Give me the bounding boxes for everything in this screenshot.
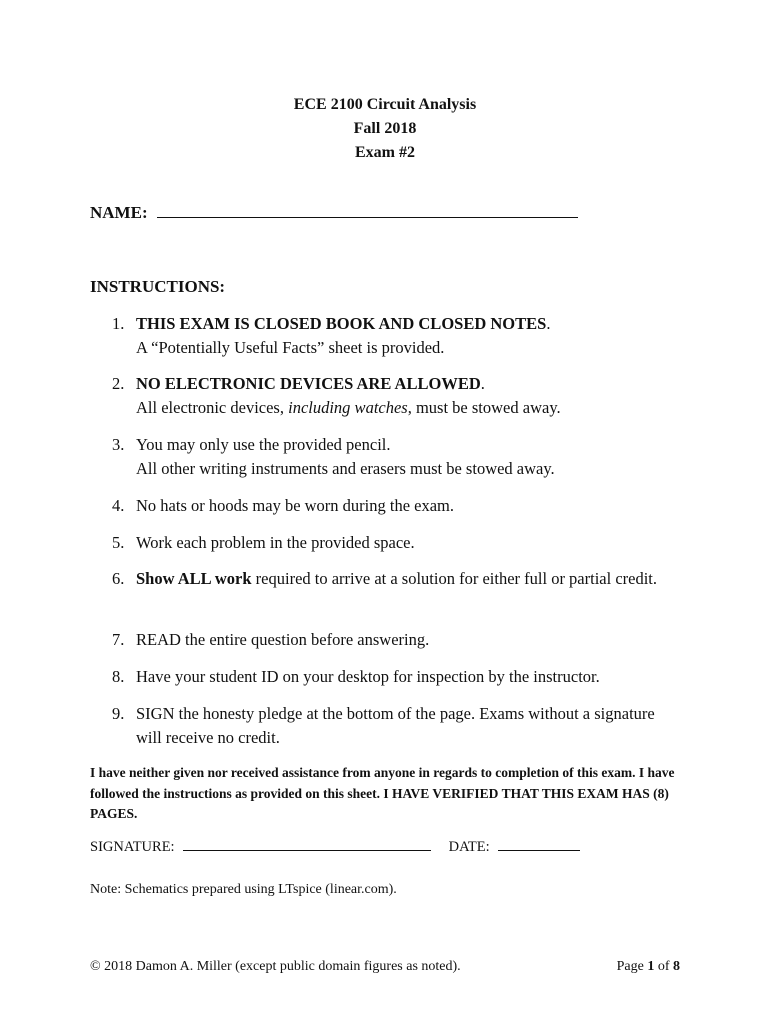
instruction-line2: All other writing instruments and erasers must be stowed away. xyxy=(136,459,555,478)
honesty-pledge: I have neither given nor received assistance from anyone in regards to completion of this exam. I have followed the instructions as provided on this sheet. I HAVE VERIFIED THAT THIS EXAM HAS (8) PAGES. xyxy=(90,765,675,821)
instruction-line2-pre: All electronic devices, xyxy=(136,398,289,417)
instruction-number: 8. xyxy=(112,667,125,686)
instruction-item-6 xyxy=(112,567,672,591)
instruction-text: You may only use the provided pencil. xyxy=(136,435,391,454)
instruction-text: Work each problem in the provided space. xyxy=(136,533,415,552)
signature-row xyxy=(90,836,580,858)
page-current: 1 xyxy=(647,959,655,974)
instruction-line2-italic: including watches xyxy=(288,398,408,417)
instruction-bold-text: THIS EXAM IS CLOSED BOOK AND CLOSED NOTES xyxy=(136,314,547,333)
instruction-bold-text: Show ALL work xyxy=(136,569,252,588)
date-label: DATE: xyxy=(448,839,490,855)
instruction-item-9 xyxy=(112,702,672,750)
instruction-line2: A “Potentially Useful Facts” sheet is provided. xyxy=(136,338,445,357)
instruction-text: . xyxy=(480,374,485,393)
exam-number: Exam #2 xyxy=(355,144,415,161)
instruction-item-2 xyxy=(112,372,672,420)
instruction-line2-post: , must be stowed away. xyxy=(407,398,561,417)
instruction-text: READ the entire question before answering. xyxy=(136,630,430,649)
date-blank-line[interactable] xyxy=(498,836,580,851)
instruction-number: 1. xyxy=(112,314,125,333)
instruction-text: . xyxy=(546,314,551,333)
page-total: 8 xyxy=(673,959,680,974)
signature-label: SIGNATURE: xyxy=(90,839,175,855)
instructions-heading: INSTRUCTIONS: xyxy=(90,277,226,296)
instruction-bold-text: NO ELECTRONIC DEVICES ARE ALLOWED xyxy=(136,374,481,393)
instruction-item-4 xyxy=(112,494,672,518)
instruction-number: 9. xyxy=(112,704,125,723)
instruction-item-7 xyxy=(112,628,672,652)
instruction-item-8 xyxy=(112,665,672,689)
instruction-text: No hats or hoods may be worn during the exam. xyxy=(136,496,455,515)
name-label: NAME: xyxy=(90,203,148,222)
instruction-number: 3. xyxy=(112,435,125,454)
page-of: of xyxy=(654,959,673,974)
instruction-text: Have your student ID on your desktop for inspection by the instructor. xyxy=(136,667,600,686)
course-title: ECE 2100 Circuit Analysis xyxy=(293,96,477,113)
instruction-text: required to arrive at a solution for either full or partial credit. xyxy=(251,569,658,588)
instruction-number: 5. xyxy=(112,533,125,552)
instruction-text: SIGN the honesty pledge at the bottom of the page. Exams without a signature will receive no credit. xyxy=(136,704,655,747)
instruction-number: 4. xyxy=(112,496,125,515)
page-prefix: Page xyxy=(616,959,648,974)
instruction-number: 2. xyxy=(112,374,125,393)
term: Fall 2018 xyxy=(353,120,417,137)
schematic-note: Note: Schematics prepared using LTspice (linear.com). xyxy=(90,882,397,897)
instruction-item-3 xyxy=(112,433,672,481)
instruction-number: 7. xyxy=(112,630,125,649)
footer-page-number xyxy=(617,956,680,978)
footer-copyright: © 2018 Damon A. Miller (except public domain figures as noted). xyxy=(90,959,461,974)
instruction-item-1 xyxy=(112,312,672,360)
instruction-number: 6. xyxy=(112,569,125,588)
instruction-item-5 xyxy=(112,531,672,555)
signature-blank-line[interactable] xyxy=(183,836,431,851)
